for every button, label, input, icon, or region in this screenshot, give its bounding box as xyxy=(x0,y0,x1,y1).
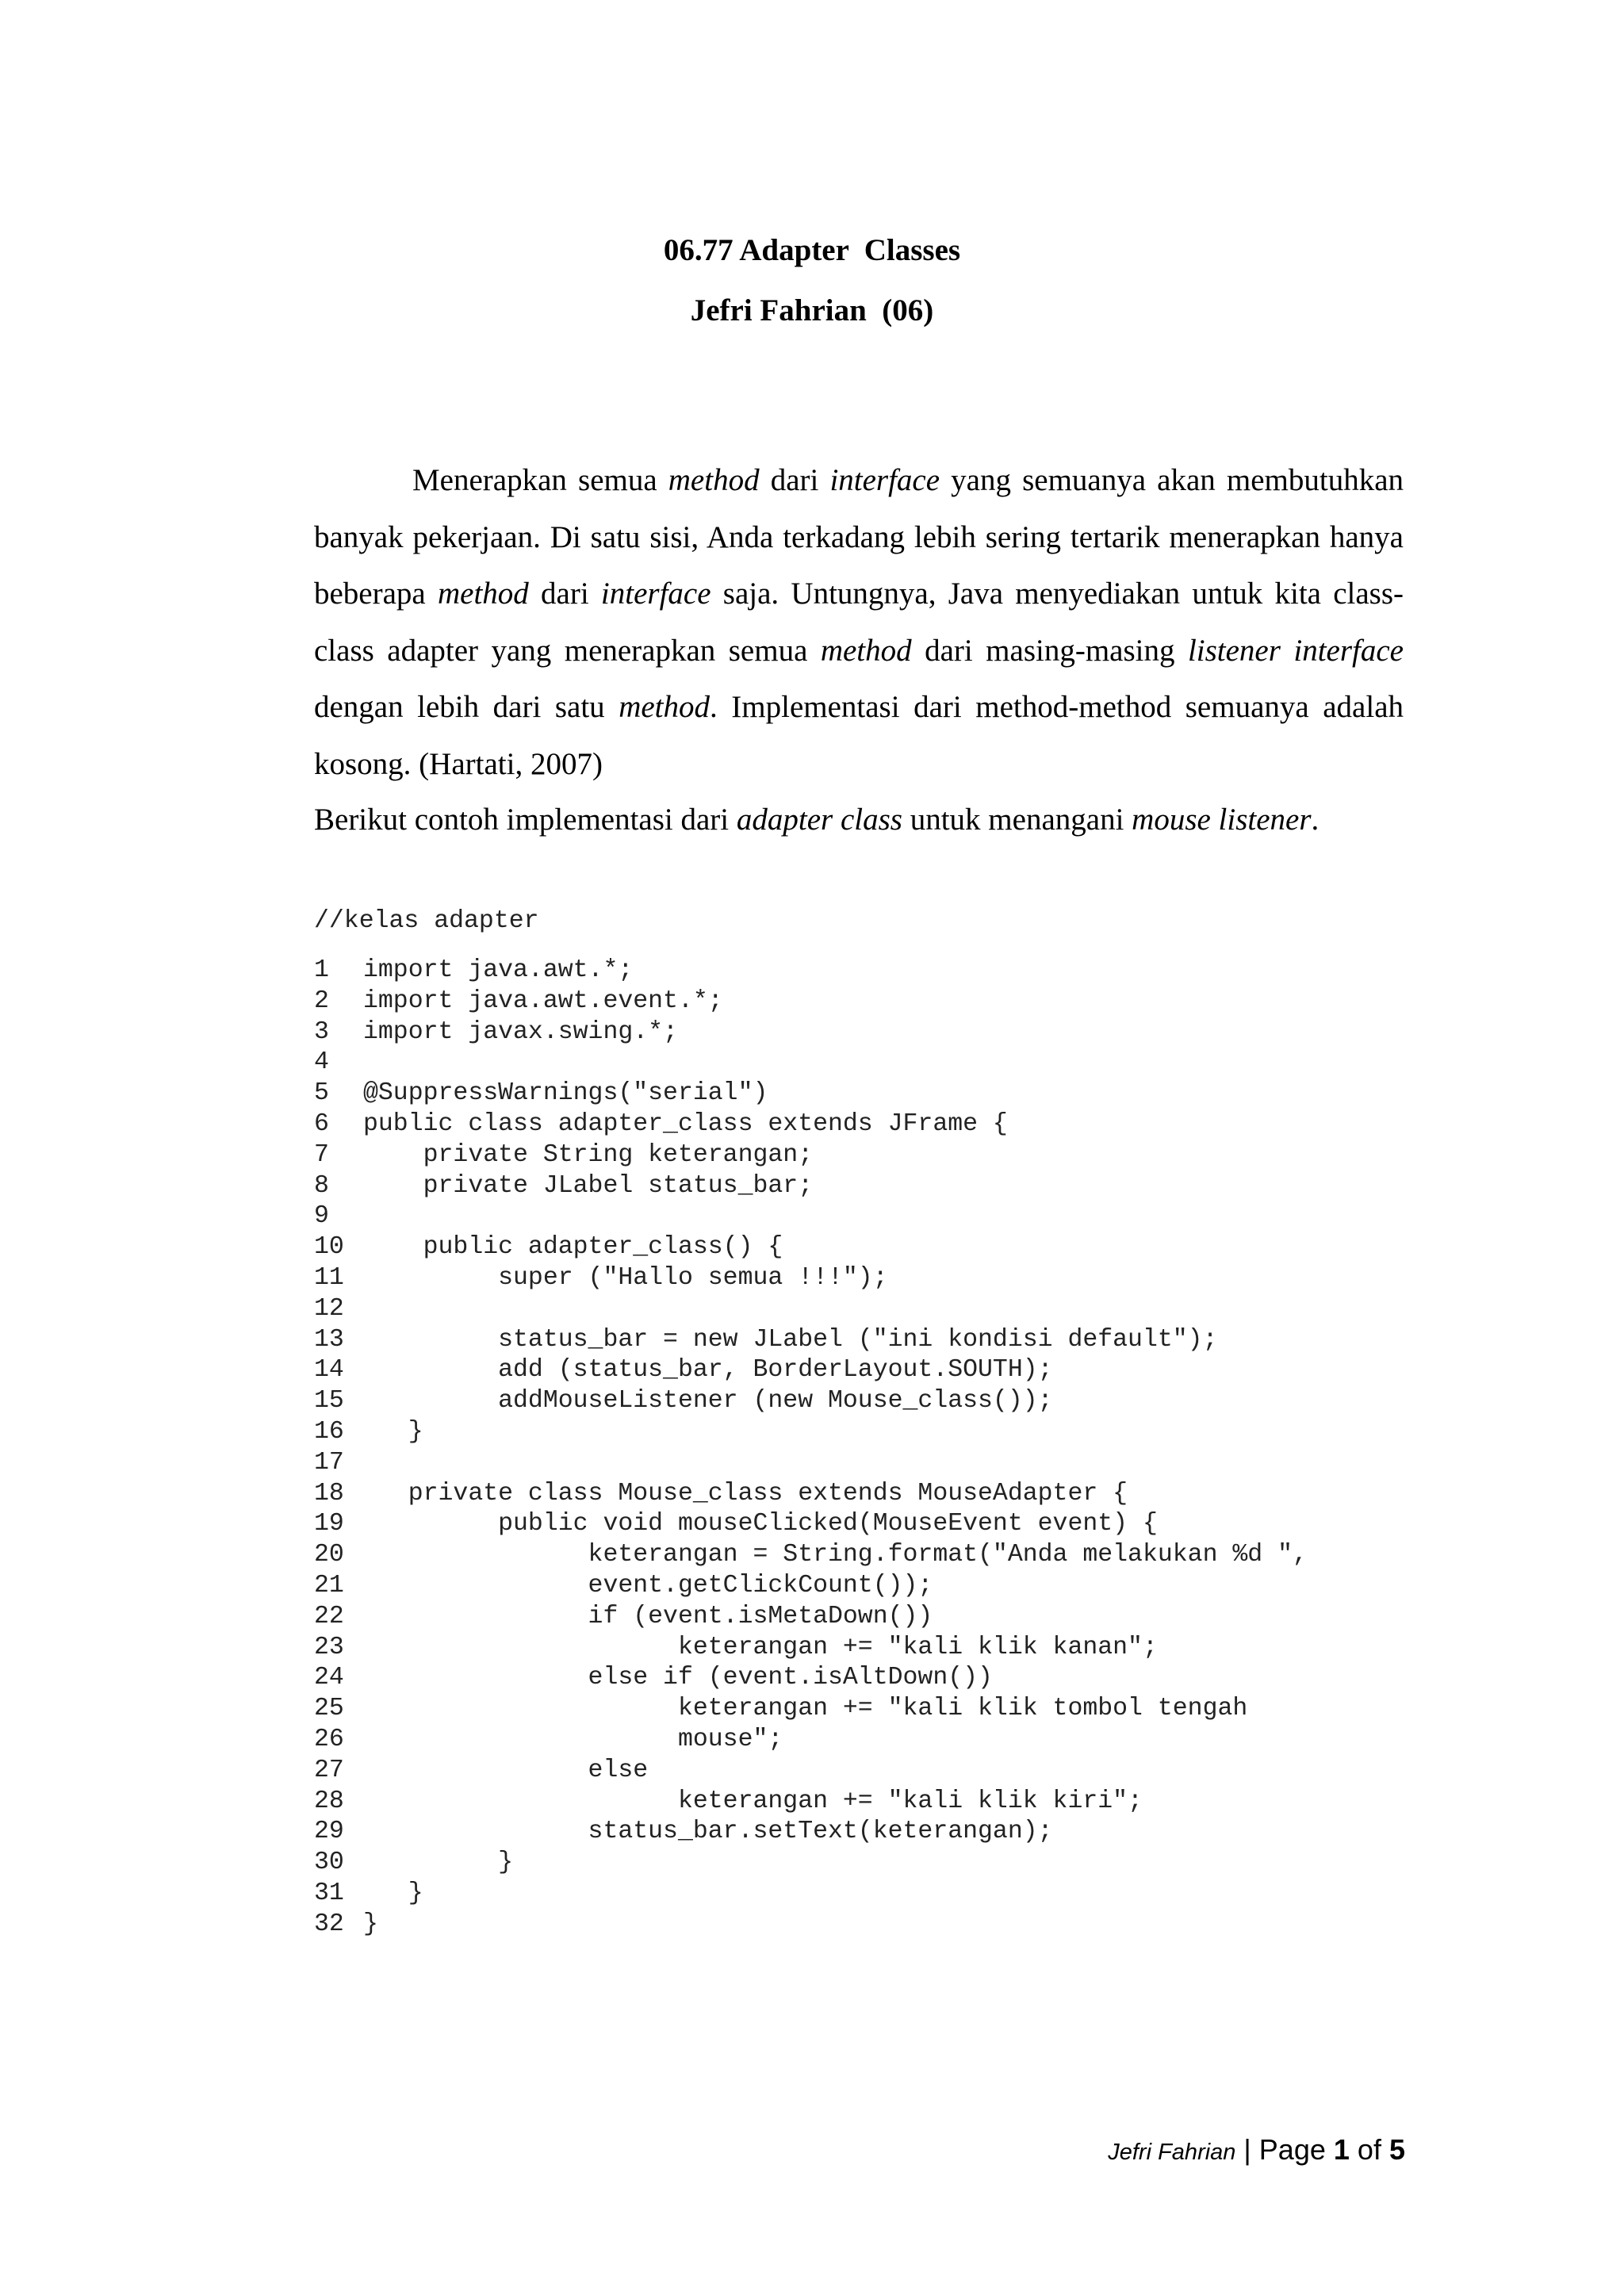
line-number: 20 xyxy=(314,1541,344,1569)
page-footer xyxy=(1108,2133,1405,2167)
line-number: 2 xyxy=(314,987,329,1015)
code-text: addMouseListener (new Mouse_class()); xyxy=(363,1387,1053,1416)
italic-term: interface xyxy=(829,463,940,497)
code-text: } xyxy=(363,1417,423,1446)
code-line xyxy=(314,1663,1424,1694)
code-text: keterangan += "kali klik tombol tengah xyxy=(363,1695,1248,1723)
code-comment: //kelas adapter xyxy=(314,907,539,935)
code-line xyxy=(314,1571,1424,1602)
code-line xyxy=(314,987,1424,1017)
text-run: Berikut contoh implementasi dari xyxy=(314,803,737,837)
text-run: saja. Untungnya, Java menyediakan untuk kita class- class adapter yang menerapkan semua xyxy=(314,577,1404,668)
text-run: . Implementasi dari method-method semuanya adalah kosong. (Hartati, 2007) xyxy=(314,690,1404,781)
line-number: 12 xyxy=(314,1294,344,1323)
footer-separator: | xyxy=(1243,2133,1251,2166)
author-line: Jefri Fahrian (06) xyxy=(690,293,934,328)
italic-term: method xyxy=(668,463,760,497)
code-line xyxy=(314,1079,1424,1109)
italic-term: method xyxy=(437,577,529,611)
code-line xyxy=(314,1725,1424,1756)
line-number: 17 xyxy=(314,1448,344,1477)
code-line xyxy=(314,1694,1424,1725)
code-text: import java.awt.*; xyxy=(363,956,634,984)
code-line xyxy=(314,956,1424,987)
code-text: super ("Hallo semua !!!"); xyxy=(363,1263,888,1292)
code-text: event.getClickCount()); xyxy=(363,1571,933,1600)
code-text: import java.awt.event.*; xyxy=(363,987,723,1015)
example-intro-line xyxy=(314,791,1404,848)
italic-term: listener interface xyxy=(1187,633,1404,668)
code-text: @SuppressWarnings("serial") xyxy=(363,1079,768,1108)
line-number: 1 xyxy=(314,956,329,984)
code-text: add (status_bar, BorderLayout.SOUTH); xyxy=(363,1356,1053,1385)
code-line xyxy=(314,1048,1424,1079)
footer-page-word: Page xyxy=(1258,2133,1326,2166)
code-listing xyxy=(314,956,1424,1941)
code-text: } xyxy=(363,1849,514,1877)
code-line xyxy=(314,1294,1424,1325)
line-number: 15 xyxy=(314,1387,344,1416)
text-run: Menerapkan semua xyxy=(412,463,668,497)
code-line xyxy=(314,1232,1424,1263)
line-number: 31 xyxy=(314,1879,344,1907)
text-run: . xyxy=(1311,803,1320,837)
code-line xyxy=(314,1787,1424,1818)
line-number: 32 xyxy=(314,1910,344,1938)
code-text: private String keterangan; xyxy=(363,1140,814,1169)
line-number: 9 xyxy=(314,1202,329,1231)
line-number: 6 xyxy=(314,1109,329,1138)
line-number: 25 xyxy=(314,1695,344,1723)
intro-paragraph xyxy=(314,452,1404,792)
code-line xyxy=(314,1171,1424,1202)
code-line xyxy=(314,1540,1424,1571)
code-text: import javax.swing.*; xyxy=(363,1017,678,1046)
code-text: keterangan += "kali klik kanan"; xyxy=(363,1633,1158,1661)
code-text: mouse"; xyxy=(363,1725,783,1753)
line-number: 22 xyxy=(314,1602,344,1630)
text-run: dari masing-masing xyxy=(911,633,1188,668)
footer-author: Jefri Fahrian xyxy=(1108,2140,1236,2165)
line-number: 29 xyxy=(314,1818,344,1846)
line-number: 19 xyxy=(314,1510,344,1538)
code-text: keterangan = String.format("Anda melakukan %d ", xyxy=(363,1541,1308,1569)
code-line xyxy=(314,1479,1424,1510)
code-line xyxy=(314,1817,1424,1848)
line-number: 13 xyxy=(314,1325,344,1354)
code-text: } xyxy=(363,1879,423,1907)
code-line xyxy=(314,1756,1424,1787)
title-block xyxy=(0,228,1624,349)
italic-term: adapter class xyxy=(736,803,902,837)
line-number: 18 xyxy=(314,1479,344,1508)
line-number: 30 xyxy=(314,1849,344,1877)
line-number: 27 xyxy=(314,1756,344,1784)
code-line xyxy=(314,1263,1424,1294)
line-number: 11 xyxy=(314,1263,344,1292)
line-number: 4 xyxy=(314,1048,329,1077)
code-text: status_bar = new JLabel ("ini kondisi default"); xyxy=(363,1325,1218,1354)
line-number: 21 xyxy=(314,1571,344,1600)
code-text: else xyxy=(363,1756,649,1784)
italic-term: method xyxy=(820,633,912,668)
line-number: 8 xyxy=(314,1171,329,1200)
code-text: public adapter_class() { xyxy=(363,1233,783,1262)
italic-term: method xyxy=(619,690,710,724)
code-line xyxy=(314,1879,1424,1910)
code-line xyxy=(314,1417,1424,1448)
code-line xyxy=(314,1109,1424,1140)
code-line xyxy=(314,1633,1424,1664)
code-line xyxy=(314,1386,1424,1417)
code-line xyxy=(314,1509,1424,1540)
line-number: 26 xyxy=(314,1725,344,1753)
line-number: 24 xyxy=(314,1664,344,1692)
line-number: 3 xyxy=(314,1017,329,1046)
code-text: private JLabel status_bar; xyxy=(363,1171,814,1200)
code-text: if (event.isMetaDown()) xyxy=(363,1602,933,1630)
line-number: 7 xyxy=(314,1140,329,1169)
footer-page-number: 1 xyxy=(1333,2133,1350,2166)
code-line xyxy=(314,1355,1424,1386)
line-number: 10 xyxy=(314,1233,344,1262)
code-text: private class Mouse_class extends MouseAdapter { xyxy=(363,1479,1128,1508)
code-line xyxy=(314,1201,1424,1232)
text-run: yang semuanya akan membutuhkan banyak pekerjaan. Di satu sisi, Anda terkadang lebih sering tertarik menerapkan hanya beberapa xyxy=(314,463,1404,611)
code-line xyxy=(314,1848,1424,1879)
paragraph-text xyxy=(314,463,1404,781)
code-text: status_bar.setText(keterangan); xyxy=(363,1818,1053,1846)
footer-of-word: of xyxy=(1357,2133,1381,2166)
italic-term: interface xyxy=(600,577,711,611)
italic-term: mouse listener xyxy=(1132,803,1312,837)
code-line xyxy=(314,1017,1424,1048)
text-run: dari xyxy=(759,463,830,497)
text-run: untuk menangani xyxy=(902,803,1132,837)
line-number: 5 xyxy=(314,1079,329,1108)
code-line xyxy=(314,1602,1424,1633)
text-run: dari xyxy=(528,577,601,611)
footer-total-pages: 5 xyxy=(1388,2133,1405,2166)
code-text: keterangan += "kali klik kiri"; xyxy=(363,1787,1143,1815)
line-number: 28 xyxy=(314,1787,344,1815)
code-line xyxy=(314,1448,1424,1479)
code-text: } xyxy=(363,1910,378,1938)
line-number: 14 xyxy=(314,1356,344,1385)
text-run: dengan lebih dari satu xyxy=(314,690,619,724)
code-text: public void mouseClicked(MouseEvent event) { xyxy=(363,1510,1158,1538)
document-title: 06.77 Adapter Classes xyxy=(663,233,961,267)
code-line xyxy=(314,1325,1424,1356)
line-number: 16 xyxy=(314,1417,344,1446)
code-line xyxy=(314,1910,1424,1941)
code-line xyxy=(314,1140,1424,1171)
code-text: public class adapter_class extends JFrame { xyxy=(363,1109,1008,1138)
line-number: 23 xyxy=(314,1633,344,1661)
code-text: else if (event.isAltDown()) xyxy=(363,1664,993,1692)
